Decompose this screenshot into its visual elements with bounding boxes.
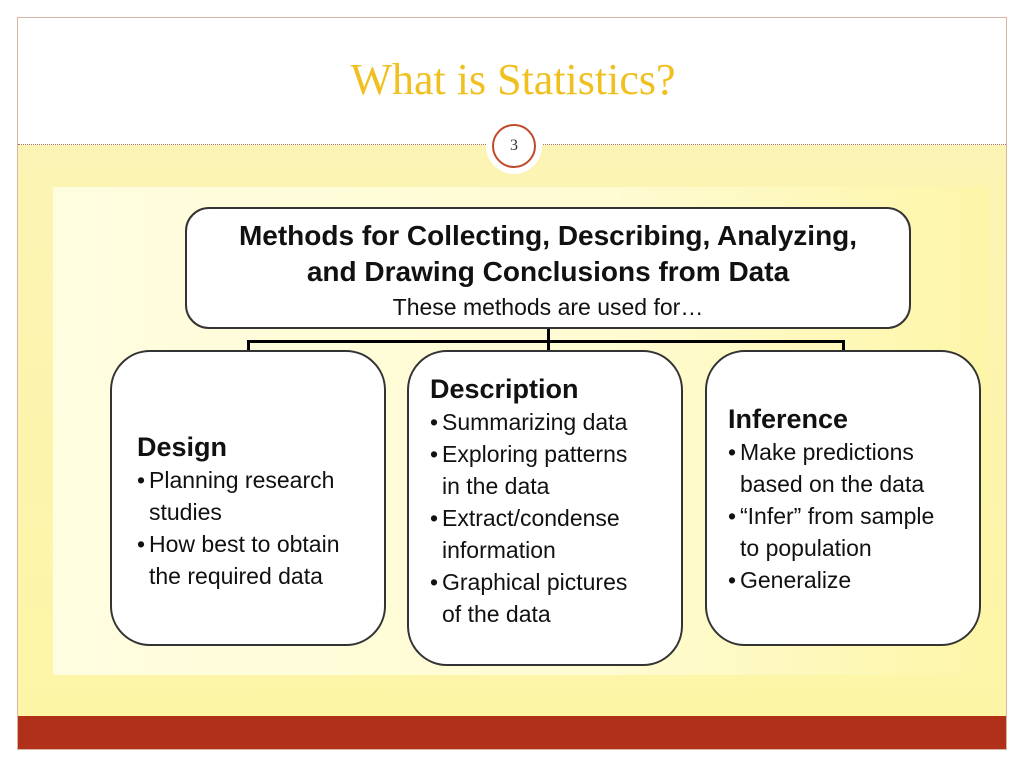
methods-heading-line2: and Drawing Conclusions from Data [306, 256, 790, 287]
description-bullet-line: information [442, 537, 556, 563]
design-box [110, 350, 386, 646]
methods-heading [187, 218, 909, 290]
footer-bar [18, 716, 1007, 750]
description-bullet-line: • Extract/condense [442, 505, 620, 531]
description-bullet-line: of the data [442, 601, 551, 627]
inference-bullet-line: • Make predictions [740, 439, 914, 465]
inference-bullet-line: • Generalize [740, 567, 852, 593]
description-bullet [430, 566, 681, 630]
inference-heading: Inference [728, 404, 849, 434]
description-bullet-line: in the data [442, 473, 550, 499]
inference-bullet [728, 436, 979, 500]
description-bullet-line: • Graphical pictures [442, 569, 628, 595]
methods-box [185, 207, 911, 329]
inference-bullet-line: • “Infer” from sample [740, 503, 935, 529]
inference-bullet-line: based on the data [740, 471, 925, 497]
design-heading: Design [137, 432, 228, 462]
description-bullet [430, 406, 681, 438]
design-bullet [137, 464, 384, 528]
connector-middle-drop [547, 340, 550, 350]
design-bullet-line: studies [149, 499, 222, 525]
methods-heading-line1: Methods for Collecting, Describing, Analyzing, [238, 220, 858, 251]
slide [17, 17, 1007, 750]
description-box [407, 350, 683, 666]
methods-subtitle: These methods are used for… [392, 294, 704, 320]
connector-horizontal [247, 340, 845, 343]
description-bullet [430, 502, 681, 566]
inference-box [705, 350, 981, 646]
slide-title: What is Statistics? [350, 55, 676, 104]
methods-diagram [53, 187, 989, 675]
design-bullet-line: the required data [149, 563, 323, 589]
description-bullet [430, 438, 681, 502]
page-number: 3 [492, 124, 536, 168]
inference-bullet-line: to population [740, 535, 872, 561]
description-heading: Description [430, 374, 579, 404]
description-bullet-line: • Exploring patterns [442, 441, 628, 467]
description-bullet-line: • Summarizing data [442, 409, 628, 435]
design-bullet [137, 528, 384, 592]
design-bullet-line: • Planning research [149, 467, 335, 493]
inference-bullet [728, 564, 979, 596]
inference-bullet [728, 500, 979, 564]
design-bullet-line: • How best to obtain [149, 531, 340, 557]
